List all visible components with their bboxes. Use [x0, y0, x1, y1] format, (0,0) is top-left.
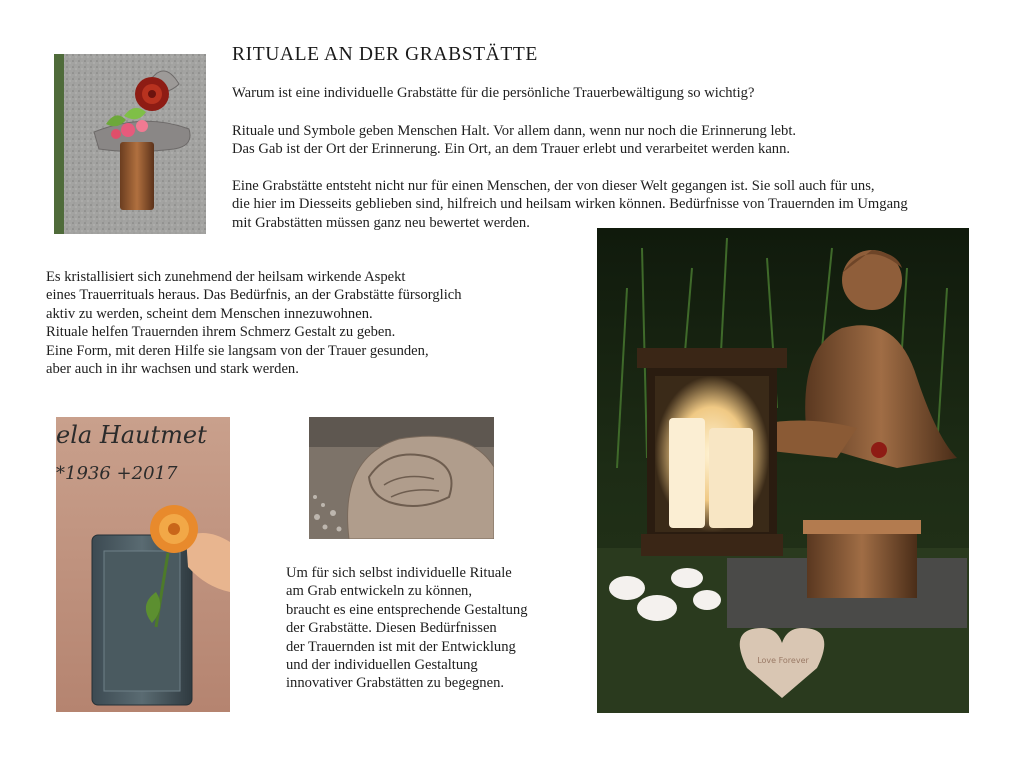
text-line: aktiv zu werden, scheint dem Menschen innezuwohnen.: [46, 305, 373, 322]
text-line: braucht es eine entsprechende Gestaltung: [286, 601, 528, 618]
photo-lantern-and-statue: [597, 228, 969, 713]
plaque-dates: *1936 +2017: [56, 463, 178, 484]
text-line: der Grabstätte. Diesen Bedürfnissen: [286, 620, 497, 637]
text-line: am Grab entwickeln zu können,: [286, 583, 473, 600]
page-title: RITUALE AN DER GRABSTÄTTE: [232, 44, 538, 65]
heart-stone-engraving: Love Forever: [757, 656, 809, 665]
text-line: Es kristallisiert sich zunehmend der heilsam wirkende Aspekt: [46, 269, 406, 285]
text-line: Das Gab ist der Ort der Erinnerung. Ein Ort, an dem Trauer erlebt und verarbeitet werden kann.: [232, 141, 791, 158]
text-line: Rituale und Symbole geben Menschen Halt. Vor allem dann, wenn nur noch die Erinnerung lebt.: [232, 123, 797, 139]
photo-plaque-with-rose: [56, 417, 230, 712]
text-line: eines Trauerrituals heraus. Das Bedürfnis, an der Grabstätte fürsorglich: [46, 287, 462, 304]
text-line: Eine Grabstätte entsteht nicht nur für einen Menschen, der von dieser Welt gegangen ist. Sie soll auch für uns,: [232, 178, 875, 194]
text-line: die hier im Diesseits geblieben sind, hilfreich und heilsam wirken können. Bedürfnisse von Trauernden im Umgang: [232, 196, 908, 213]
paragraph-individual-design: [286, 564, 528, 693]
text-line: mit Grabstätten müssen ganz neu bewertet werden.: [232, 214, 530, 231]
paragraph-rituals: [232, 122, 796, 159]
paragraph-healing-aspect: [46, 268, 462, 378]
text-line: der Trauernden ist mit der Entwicklung: [286, 638, 516, 655]
intro-question-text: Warum ist eine individuelle Grabstätte für die persönliche Trauerbewältigung so wichtig?: [232, 85, 755, 101]
text-line: Eine Form, mit deren Hilfe sie langsam von der Trauer gesunden,: [46, 342, 429, 359]
plaque-name: ela Hautmet: [56, 421, 207, 449]
text-line: innovativer Grabstätten zu begegnen.: [286, 675, 505, 692]
photo-engraved-stone: [309, 417, 494, 539]
text-line: und der individuellen Gestaltung: [286, 657, 478, 674]
text-line: aber auch in ihr wachsen und stark werden.: [46, 361, 299, 378]
intro-question: [232, 84, 754, 102]
text-line: Rituale helfen Trauernden ihrem Schmerz Gestalt zu geben.: [46, 324, 396, 341]
text-line: Um für sich selbst individuelle Rituale: [286, 565, 512, 581]
photo-vase-with-rose: [54, 54, 206, 234]
paragraph-gravesite: [232, 177, 908, 232]
